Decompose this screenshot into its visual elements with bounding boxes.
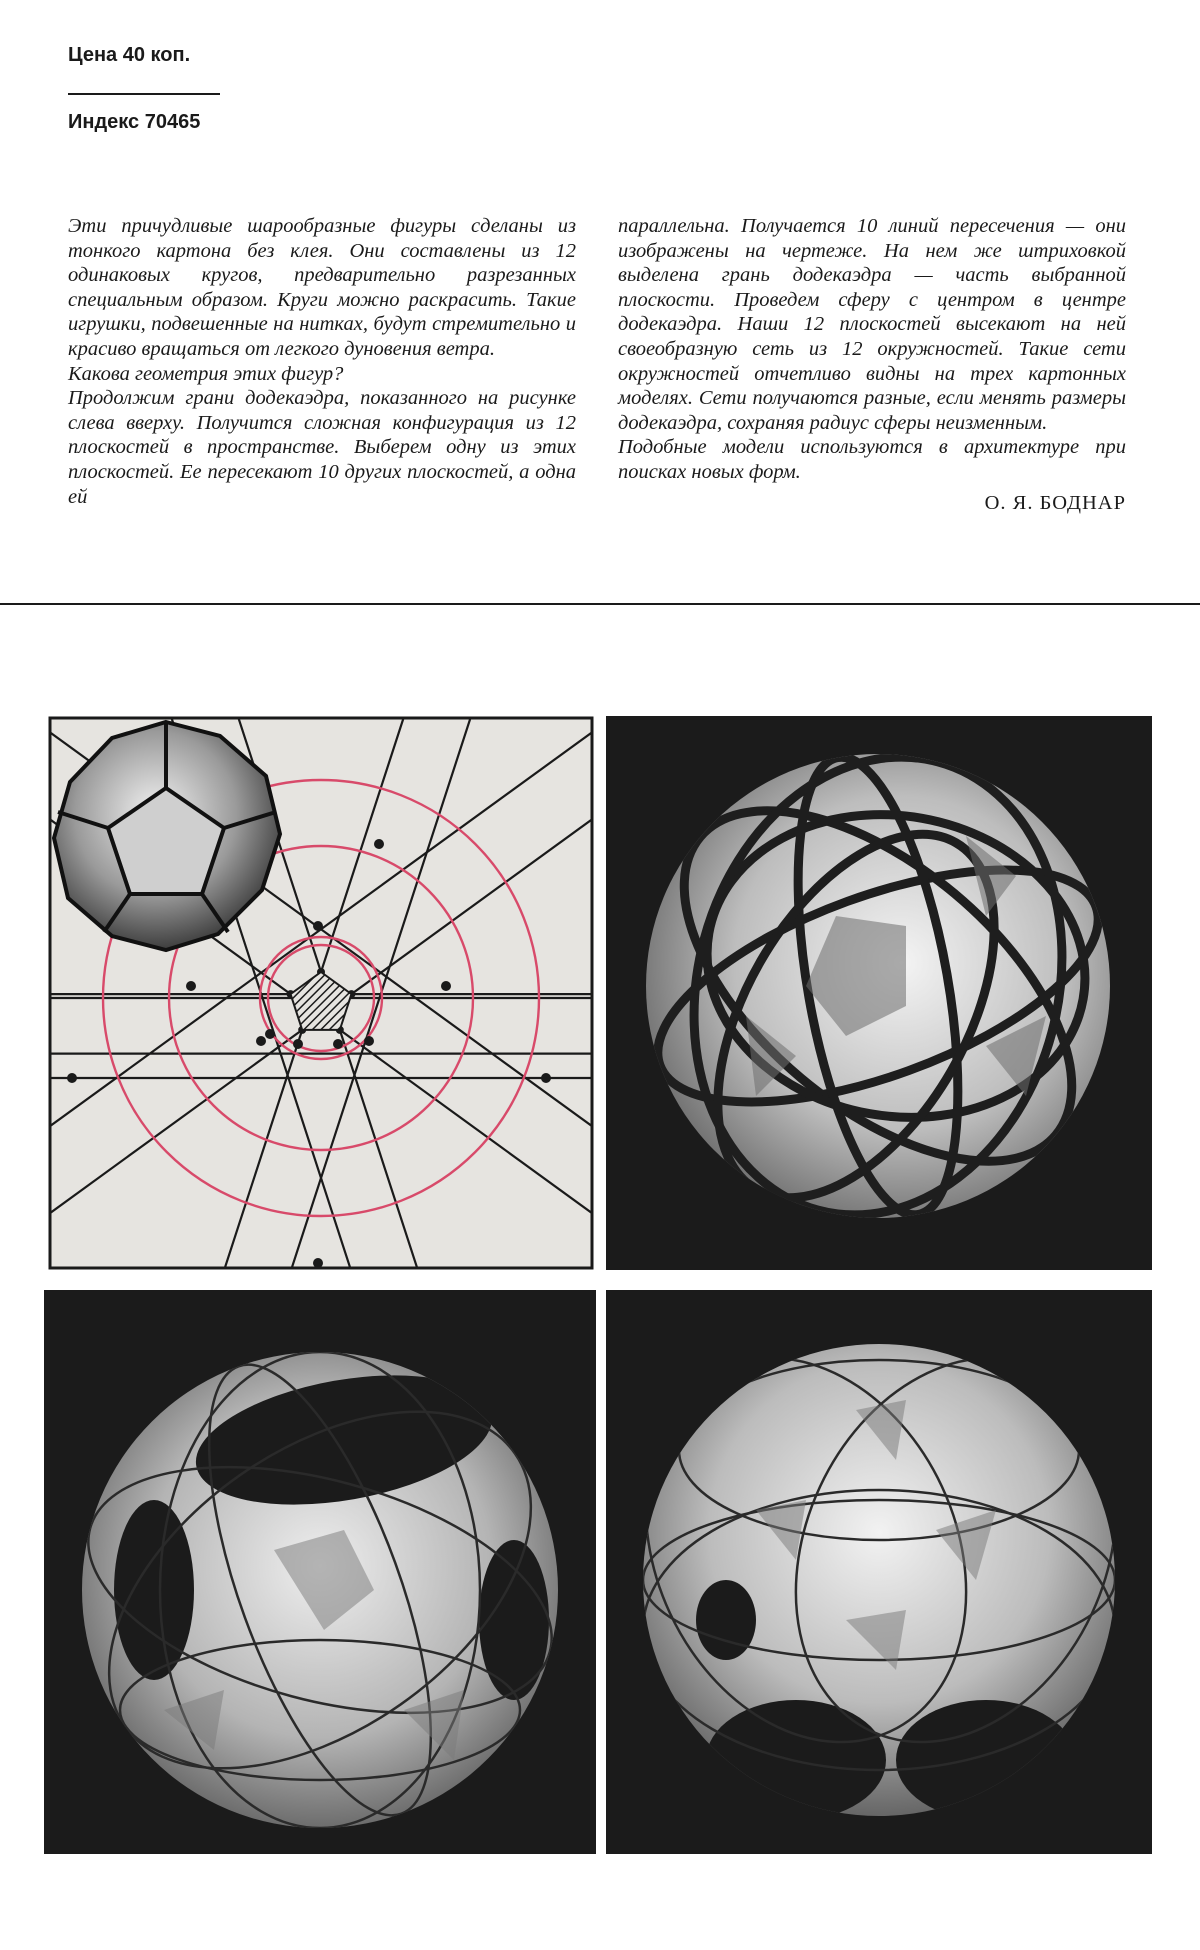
cardboard-sphere-model-2 <box>44 1290 596 1854</box>
article-paragraph: Эти причудливые шарообразные фигуры сделаны из тонкого картона без клея. Они составлены из 12 одинаковых кругов, предварительно разрезанных специальным образом. Круги можно раскрасить. Такие игрушки, подвешенные на нитках, будут стремительно и красиво вращаться от легкого дуновения ветра. <box>68 215 576 360</box>
header-divider <box>68 93 220 95</box>
article-paragraph: параллельна. Получается 10 линий пересечения — они изображены на чертеже. На нем же штриховкой выделена грань додекаэдра — часть выбранной плоскости. Проведем сферу с центром в центре додекаэдра. Наши 12 плоскостей высекают на ней своеобразную сеть из 12 окружностей. Такие сети окружностей отчетливо видны на трех картонных моделях. Сети получаются разные, если менять размеры додекаэдра, сохраняя радиус сферы неизменным. <box>618 215 1126 434</box>
article-paragraph: Какова геометрия этих фигур? <box>68 362 344 385</box>
author-signature: О. Я. БОДНАР <box>984 491 1126 514</box>
article-paragraph: Продолжим грани додекаэдра, показанного на рисунке слева вверху. Получится сложная конфигурация из 12 плоскостей в пространстве. Выберем одну из этих плоскостей. Ее пересекают 10 других плоскостей, а одна ей <box>68 387 576 508</box>
header <box>68 44 220 134</box>
dodecahedron-diagram <box>48 716 594 1270</box>
index-label: Индекс 70465 <box>68 111 201 133</box>
article-column-left <box>68 214 576 509</box>
section-divider <box>0 603 1200 605</box>
article-paragraph: Подобные модели используются в архитектуре при поисках новых форм. <box>618 436 1126 483</box>
cardboard-sphere-model-3 <box>606 1290 1152 1854</box>
cardboard-sphere-model-1 <box>606 716 1152 1270</box>
price-label: Цена 40 коп. <box>68 44 191 66</box>
article-column-right <box>618 214 1126 515</box>
